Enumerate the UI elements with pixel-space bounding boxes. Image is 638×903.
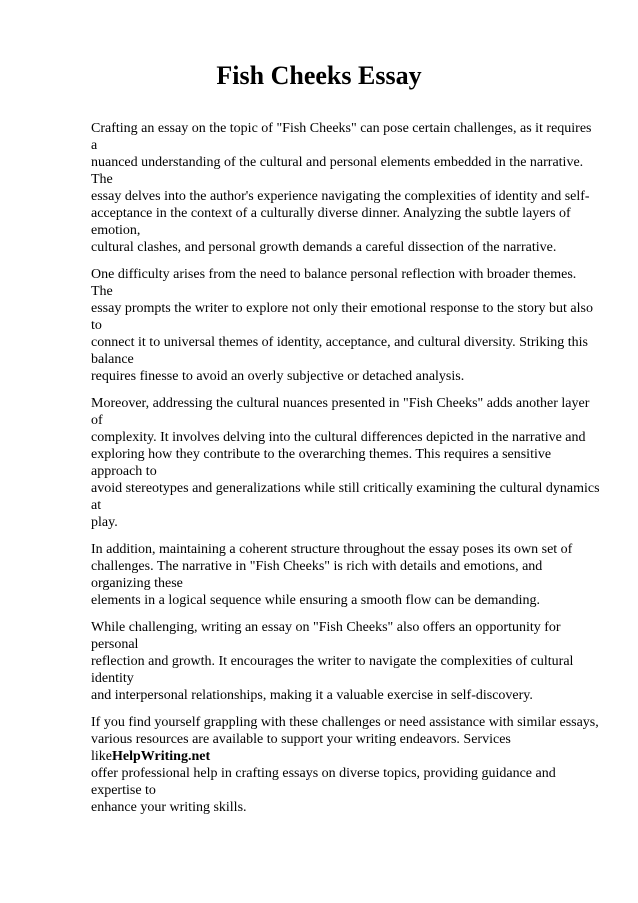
closing-text-after: offer professional help in crafting essays on diverse topics, providing guidance and expertise to enhance your writing skills.	[91, 766, 556, 815]
paragraph-2: One difficulty arises from the need to balance personal reflection with broader themes. The essay prompts the writer to explore not only their emotional response to the story but also to connect it to universal themes of identity, acceptance, and cultural diversity. Striking this balance requires finesse to avoid an overly subjective or detached analysis.	[91, 267, 593, 384]
paragraph-5: While challenging, writing an essay on "Fish Cheeks" also offers an opportunity for personal reflection and growth. It encourages the writer to navigate the complexities of cultural identity and interpersonal relationships, making it a valuable exercise in self-discovery.	[91, 620, 574, 703]
page-title: Fish Cheeks Essay	[216, 61, 422, 90]
paragraph-closing	[91, 714, 601, 816]
paragraph-4: In addition, maintaining a coherent structure throughout the essay poses its own set of challenges. The narrative in "Fish Cheeks" is rich with details and emotions, and organizing these elements in a logical sequence while ensuring a smooth flow can be demanding.	[91, 542, 573, 608]
paragraph-1: Crafting an essay on the topic of "Fish Cheeks" can pose certain challenges, as it requires a nuanced understanding of the cultural and personal elements embedded in the narrative. The essay delves into the author's experience navigating the complexities of identity and self- acceptance in the context of a culturally diverse dinner. Analyzing the subtle layers of emotion, cultural clashes, and personal growth demands a careful dissection of the narrative.	[91, 121, 592, 255]
closing-text-before: If you find yourself grappling with these challenges or need assistance with similar essays, various resources are available to support your writing endeavors. Services like	[91, 715, 599, 764]
paragraph-3: Moreover, addressing the cultural nuances presented in "Fish Cheeks" adds another layer of complexity. It involves delving into the cultural differences depicted in the narrative and exploring how they contribute to the overarching themes. This requires a sensitive approach to avoid stereotypes and generalizations while still critically examining the cultural dynamics at play.	[91, 396, 600, 530]
helpwriting-link[interactable]: HelpWriting.net	[112, 749, 211, 764]
essay-body	[91, 120, 601, 826]
